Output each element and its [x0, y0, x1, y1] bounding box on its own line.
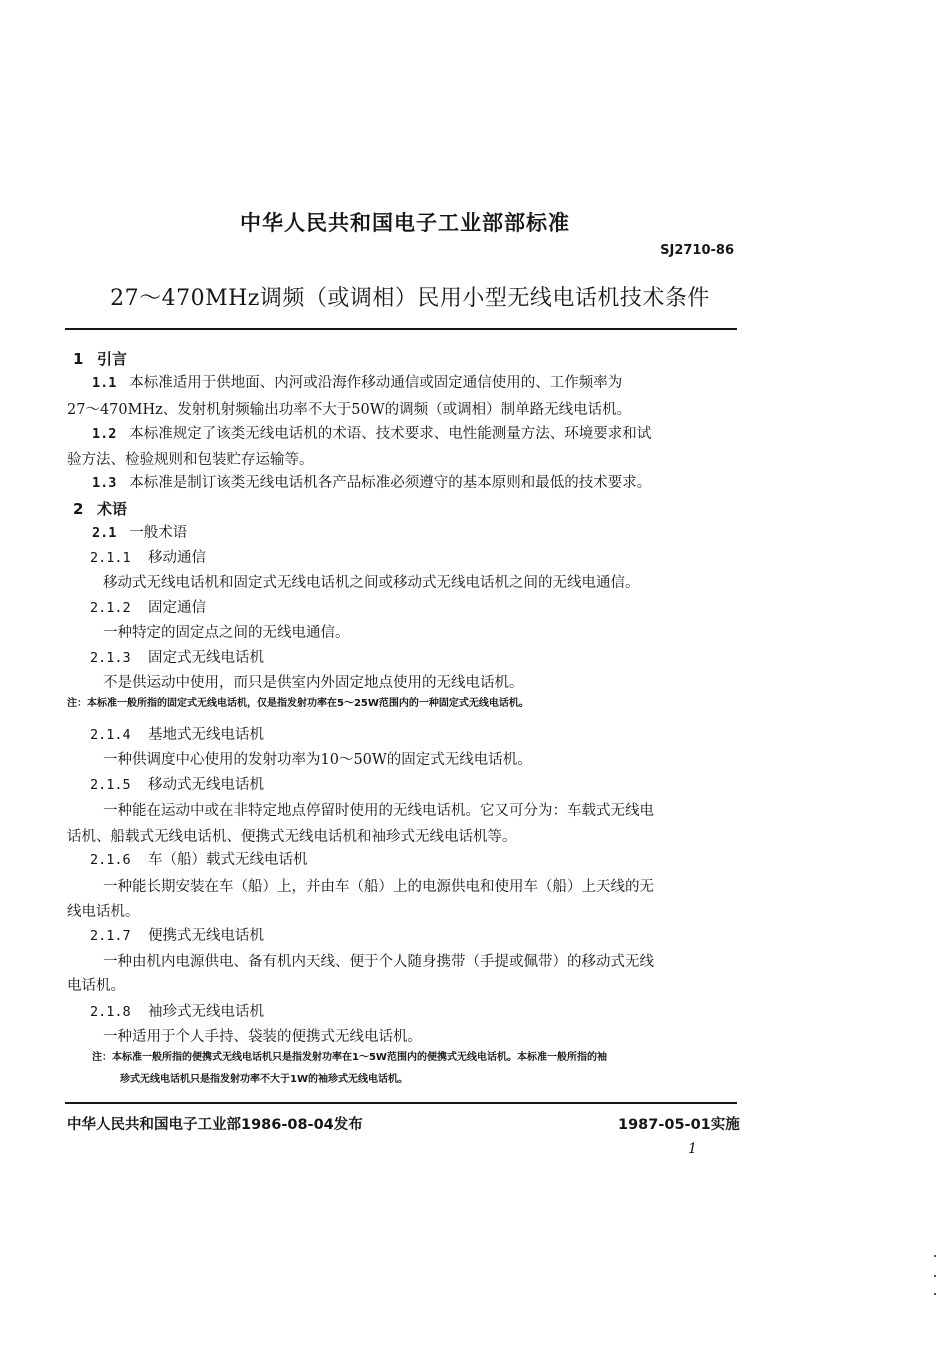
- section-1-heading: [73, 348, 127, 369]
- term-label: 袖珍式无线电话机: [148, 1004, 264, 1020]
- term-2-1-5: [90, 776, 264, 794]
- header-rule: [65, 328, 737, 330]
- standard-number: SJ2710-86: [660, 243, 734, 258]
- term-2-1-3: [90, 649, 264, 667]
- effective-date: 1987-05-01实施: [618, 1117, 740, 1133]
- note-portable-radio: 注：本标准一般所指的便携式无线电话机只是指发射功率在1～5W范围内的便携式无线电话机。本标准一般所指的袖: [92, 1052, 607, 1063]
- term-2-1-1-definition: 移动式无线电话机和固定式无线电话机之间或移动式无线电话机之间的无线电通信。: [103, 575, 640, 591]
- clause-text: 本标准适用于供地面、内河或沿海作移动通信或固定通信使用的、工作频率为: [129, 375, 623, 391]
- section-number: 2: [73, 500, 84, 518]
- term-2-1-5-definition: 一种能在运动中或在非特定地点停留时使用的无线电话机。它又可分为：车载式无线电: [103, 803, 654, 819]
- issuing-organization: 中华人民共和国电子工业部部标准: [240, 211, 570, 235]
- issue-date: 中华人民共和国电子工业部1986-08-04发布: [67, 1117, 363, 1133]
- clause-1-1: [92, 374, 622, 392]
- note-fixed-radio: 注：本标准一般所指的固定式无线电话机，仅是指发射功率在5～25W范围内的一种固定式无线电话机。: [67, 698, 529, 709]
- section-title: 术语: [97, 500, 128, 518]
- term-label: 固定式无线电话机: [148, 650, 264, 666]
- term-2-1-6-definition: 一种能长期安装在车（船）上，并由车（船）上的电源供电和使用车（船）上天线的无: [103, 879, 654, 895]
- clause-number: 1.1: [92, 375, 117, 391]
- term-2-1-2-definition: 一种特定的固定点之间的无线电通信。: [103, 625, 350, 641]
- section-2-heading: [73, 498, 127, 519]
- note-portable-radio-continued: 珍式无线电话机只是指发射功率不大于1W的袖珍式无线电话机。: [120, 1074, 408, 1085]
- term-number: 2.1.2: [90, 600, 131, 616]
- term-2-1-4-definition: 一种供调度中心使用的发射功率为10～50W的固定式无线电话机。: [103, 752, 532, 768]
- scan-speck: [934, 1293, 936, 1295]
- clause-number: 2.1: [92, 525, 117, 541]
- clause-1-1-continued: 27～470MHz、发射机射频输出功率不大于50W的调频（或调相）制单路无线电话机。: [67, 402, 632, 418]
- scan-speck: [934, 1275, 936, 1277]
- term-number: 2.1.3: [90, 650, 131, 666]
- section-number: 1: [73, 350, 84, 368]
- term-2-1-7-definition: 一种由机内电源供电、备有机内天线、便于个人随身携带（手提或佩带）的移动式无线: [103, 954, 654, 970]
- clause-1-2: [92, 425, 651, 443]
- term-label: 固定通信: [148, 600, 206, 616]
- term-2-1-2: [90, 599, 206, 617]
- page-number: 1: [688, 1141, 697, 1157]
- clause-text: 一般术语: [129, 525, 188, 541]
- clause-text: 本标准是制订该类无线电话机各产品标准必须遵守的基本原则和最低的技术要求。: [129, 475, 652, 491]
- term-label: 移动式无线电话机: [148, 777, 264, 793]
- footer-rule: [65, 1102, 737, 1104]
- term-2-1-7-definition-continued: 电话机。: [67, 978, 125, 994]
- clause-number: 1.2: [92, 426, 117, 442]
- clause-2-1: [92, 524, 187, 542]
- clause-1-2-continued: 验方法、检验规则和包装贮存运输等。: [67, 452, 314, 468]
- term-label: 车（船）载式无线电话机: [148, 852, 308, 868]
- scan-speck: [934, 1255, 936, 1257]
- term-2-1-4: [90, 726, 264, 744]
- term-2-1-6: [90, 851, 308, 869]
- term-number: 2.1.6: [90, 852, 131, 868]
- clause-number: 1.3: [92, 475, 117, 491]
- term-2-1-3-definition: 不是供运动中使用，而只是供室内外固定地点使用的无线电话机。: [103, 675, 524, 691]
- term-number: 2.1.1: [90, 550, 131, 566]
- term-2-1-1: [90, 549, 206, 567]
- clause-1-3: [92, 474, 651, 492]
- term-2-1-5-definition-continued: 话机、船载式无线电话机、便携式无线电话机和袖珍式无线电话机等。: [67, 829, 517, 845]
- term-number: 2.1.8: [90, 1004, 131, 1020]
- term-number: 2.1.4: [90, 727, 131, 743]
- term-number: 2.1.7: [90, 928, 131, 944]
- term-2-1-7: [90, 927, 264, 945]
- section-title: 引言: [97, 350, 128, 368]
- clause-text: 本标准规定了该类无线电话机的术语、技术要求、电性能测量方法、环境要求和试: [129, 426, 652, 442]
- term-number: 2.1.5: [90, 777, 131, 793]
- term-label: 移动通信: [148, 550, 206, 566]
- term-2-1-8: [90, 1003, 264, 1021]
- term-2-1-6-definition-continued: 线电话机。: [67, 904, 140, 920]
- term-label: 基地式无线电话机: [148, 727, 264, 743]
- term-2-1-8-definition: 一种适用于个人手持、袋装的便携式无线电话机。: [103, 1029, 422, 1045]
- term-label: 便携式无线电话机: [148, 928, 264, 944]
- document-title: 27～470MHz调频（或调相）民用小型无线电话机技术条件: [110, 286, 710, 311]
